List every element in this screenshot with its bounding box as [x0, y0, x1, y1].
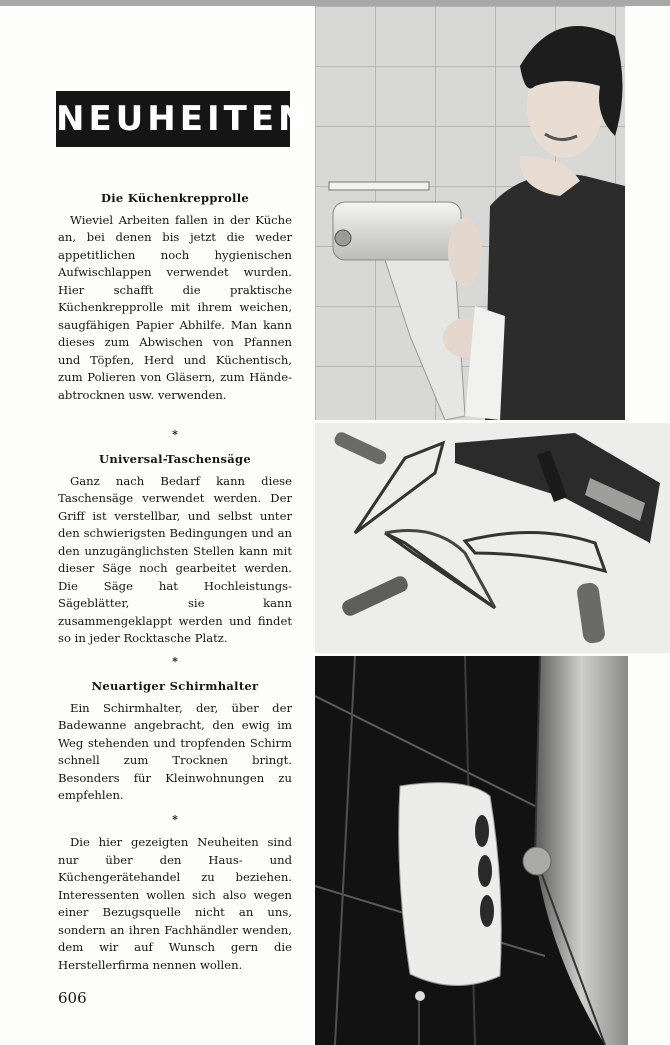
article-title: Neuartiger Schirmhalter	[91, 679, 259, 693]
article-schirmhalter	[58, 678, 292, 805]
article-kuechenkrepprolle	[58, 190, 292, 404]
pocket-saw-photo	[315, 423, 670, 653]
article-text: Ganz nach Bedarf kann diese Taschensäge verwendet werden. Der Griff ist verstellbar, und selbst unter den schwierigsten Bedingungen und an den unzugänglichsten Stellen kann mit dieser Säge noch gearbeitet werden. Die Säge hat Hochleistungs-Sägeblätter, sie kann zusammengeklappt werden und findet so in jeder Rocktasche Platz.	[58, 473, 292, 645]
section-banner: NEUHEITEN	[56, 91, 290, 147]
article-text: Wieviel Arbeiten fallen in der Küche an, bei denen bis jetzt die weder appetitlichen noch hygienischen Aufwischlappen verwendet wurden. Hier schafft die praktische Küchenkrepprolle mit ihrem weichen, saugfähigen Papier Abhilfe. Man kann dieses zum Abwischen von Pfannen und Töpfen, Herd und Küchentisch, zum Polieren von Gläsern, zum Händeabtrocknen usw. verwenden.	[58, 212, 292, 402]
article-title: Die Küchenkrepprolle	[100, 191, 249, 205]
article-title: Universal-Taschensäge	[99, 452, 251, 466]
kitchen-roll-photo	[315, 6, 625, 420]
article-taschensaege	[58, 451, 292, 648]
article-text: Ein Schirmhalter, der, über der Badewanne angebracht, den ewig im Weg stehenden und tropfenden Schirm schnell zum Trocknen bringt. Besonders für Kleinwohnungen zu empfehlen.	[58, 700, 292, 802]
separator-star: *	[172, 428, 178, 441]
page-number: 606	[58, 989, 87, 1007]
article-text: Die hier gezeigten Neuheiten sind nur über den Haus- und Küchengerätehandel zu beziehen. Interessenten wollen sich also wegen einer Bezugsquelle nicht an uns, sondern an ihren Fachhändler wenden, dem wir auf Wunsch gern die Herstellerfirma nennen wollen.	[58, 835, 292, 972]
separator-star: *	[172, 655, 178, 668]
article-hinweis	[58, 834, 292, 974]
umbrella-holder-photo	[315, 656, 628, 1045]
separator-star: *	[172, 813, 178, 826]
